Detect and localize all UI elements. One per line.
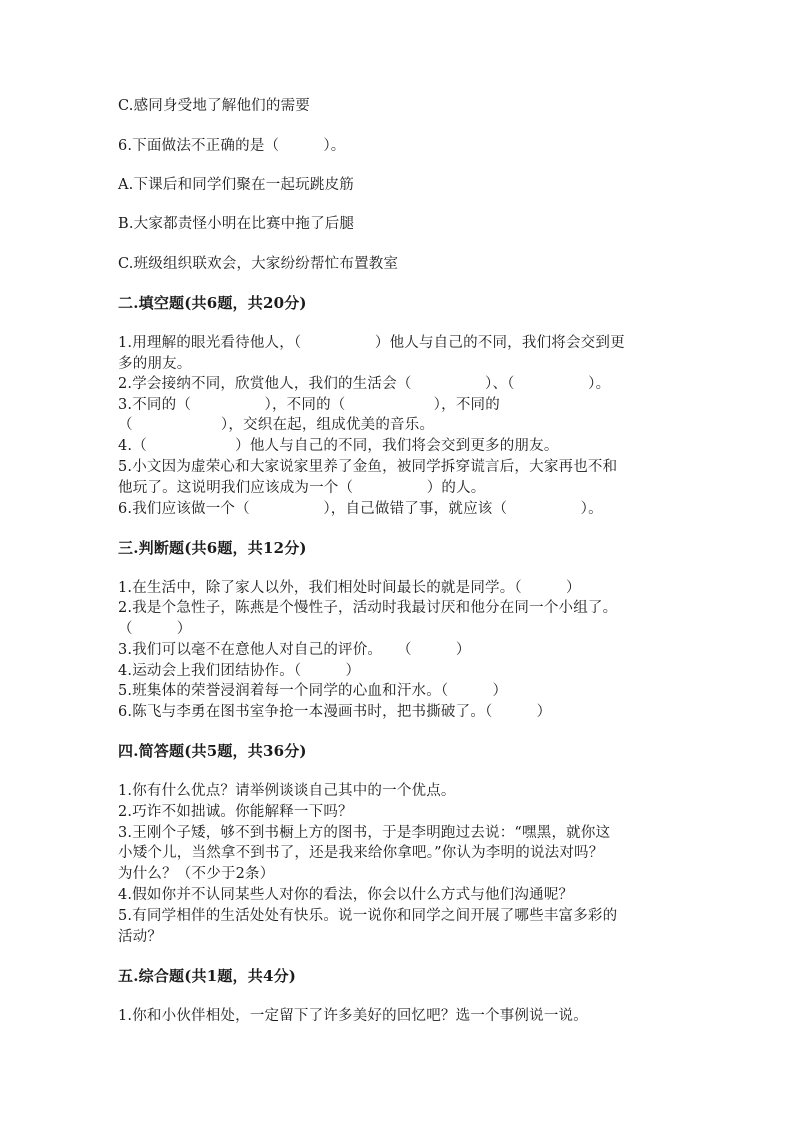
section4-line: 4.假如你并不认同某些人对你的看法，你会以什么方式与他们沟通呢？ — [118, 887, 574, 903]
section3-line: 6.陈飞与李勇在图书室争抢一本漫画书时，把书撕破了。（ ） — [118, 704, 552, 720]
section3-line: 1.在生活中，除了家人以外，我们相处时间最长的就是同学。（ ） — [118, 580, 581, 596]
section3-line: 4.运动会上我们团结协作。（ ） — [118, 663, 361, 679]
section2-line: 4.（ ）他人与自己的不同，我们将会交到更多的朋友。 — [118, 438, 559, 454]
section2-line: 2.学会接纳不同，欣赏他人，我们的生活会（ ）、（ ）。 — [118, 376, 611, 392]
section5-title: 五.综合题(共1题，共4分) — [118, 967, 297, 985]
section4-line: 小矮个儿，当然拿不到书了，还是我来给你拿吧。”你认为李明的说法对吗？ — [118, 845, 604, 861]
q6-question: 6.下面做法不正确的是（ ）。 — [118, 138, 346, 154]
section4-line: 1.你有什么优点？请举例谈谈自己其中的一个优点。 — [118, 783, 456, 799]
section2-line: 1.用理解的眼光看待他人，（ ）他人与自己的不同，我们将会交到更 — [118, 335, 625, 351]
section2-line: 他玩了。这说明我们应该成为一个（ ）的人。 — [118, 480, 486, 496]
section5-line: 1.你和小伙伴相处，一定留下了许多美好的回忆吧？选一个事例说一说。 — [118, 1008, 588, 1024]
q6-option-b: B.大家都责怪小明在比赛中拖了后腿 — [118, 216, 355, 232]
section4-line: 3.王刚个子矮，够不到书橱上方的图书，于是李明跑过去说：“嘿黑，就你这 — [118, 825, 611, 841]
section4-line: 活动？ — [118, 929, 163, 945]
section2-line: 5.小文因为虚荣心和大家说家里养了金鱼，被同学拆穿谎言后，大家再也不和 — [118, 459, 618, 475]
q5-option-c: C.感同身受地了解他们的需要 — [118, 98, 310, 114]
section2-line: 6.我们应该做一个（ ），自己做错了事，就应该（ ）。 — [118, 501, 603, 517]
section4-title: 四.简答题(共5题，共36分) — [118, 742, 307, 760]
section2-line: （ ），交织在起，组成优美的音乐。 — [118, 417, 435, 433]
section4-line: 为什么？（不少于2条） — [118, 866, 275, 882]
section4-line: 5.有同学相伴的生活处处有快乐。说一说你和同学之间开展了哪些丰富多彩的 — [118, 908, 618, 924]
section3-line: 2.我是个急性子，陈燕是个慢性子，活动时我最讨厌和他分在同一个小组了。 — [118, 600, 618, 616]
section2-line: 多的朋友。 — [118, 356, 192, 372]
section4-line: 2.巧诈不如拙诚。你能解释一下吗？ — [118, 804, 353, 820]
q6-option-c: C.班级组织联欢会，大家纷纷帮忙布置教室 — [118, 256, 399, 272]
q6-option-a: A.下课后和同学们聚在一起玩跳皮筋 — [118, 177, 354, 193]
section2-title: 二.填空题(共6题，共20分) — [118, 294, 307, 312]
section3-line: 3.我们可以毫不在意他人对自己的评价。 （ ） — [118, 642, 471, 658]
section3-line: （ ） — [118, 621, 192, 637]
section3-title: 三.判断题(共6题，共12分) — [118, 539, 307, 557]
section3-line: 5.班集体的荣誉浸润着每一个同学的心血和汗水。（ ） — [118, 683, 508, 699]
section2-line: 3.不同的（ ），不同的（ ），不同的 — [118, 397, 500, 413]
